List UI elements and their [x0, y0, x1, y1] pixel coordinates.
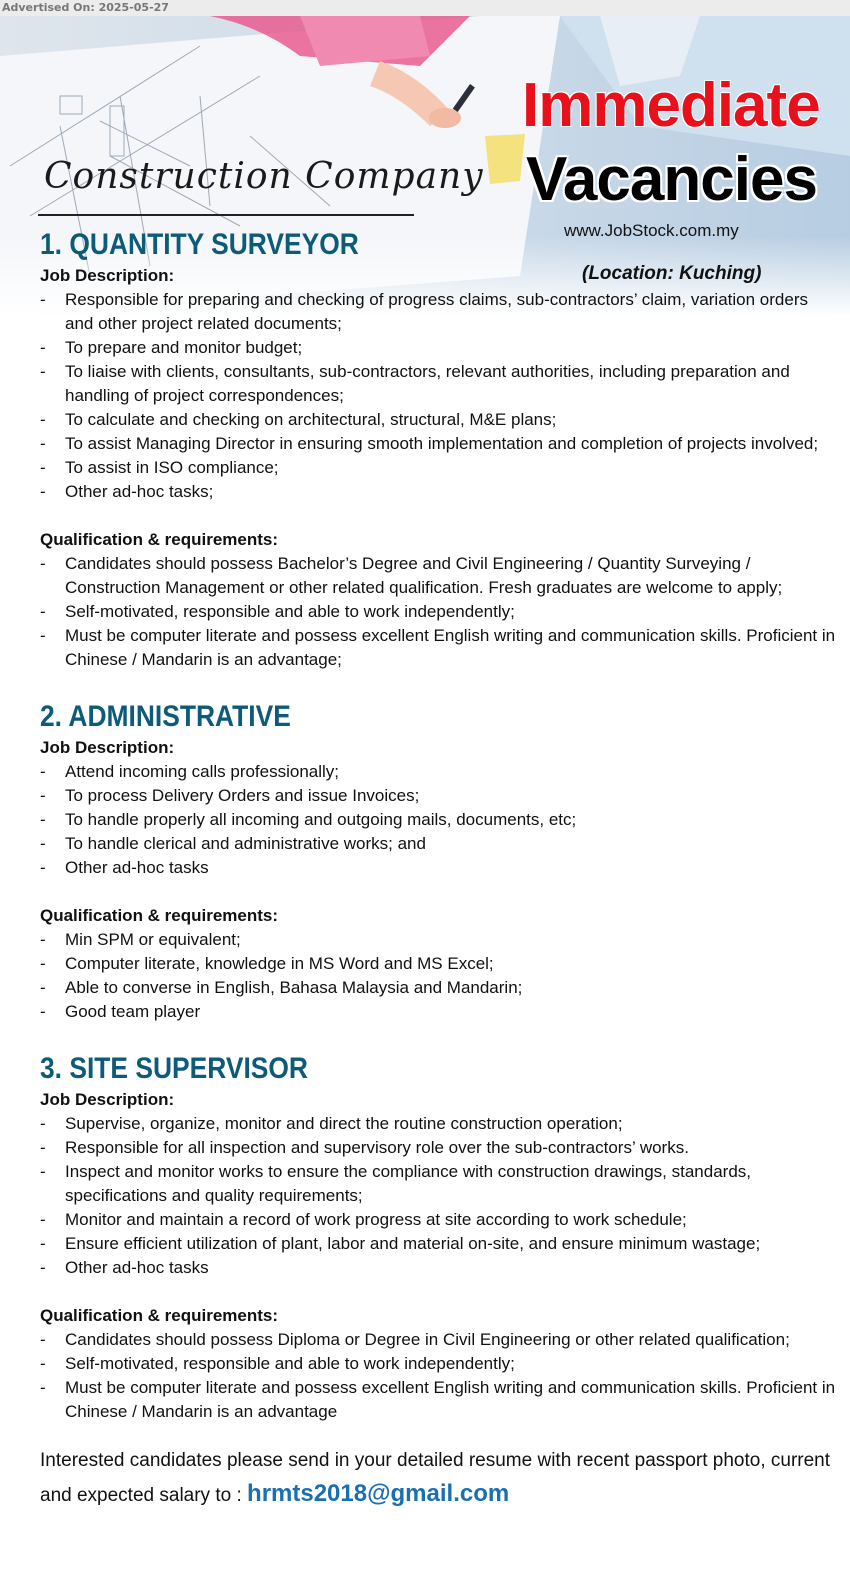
application-instructions: [40, 1444, 840, 1512]
job-site-supervisor: [40, 1050, 840, 1424]
closing-text: Interested candidates please send in your detailed resume with recent passport photo, current and expected salary to :: [40, 1450, 831, 1506]
list-item: - Other ad-hoc tasks: [40, 1256, 840, 1280]
qualification-heading: Qualification & requirements:: [40, 1306, 279, 1325]
company-underline: [38, 214, 414, 216]
list-item: - To liaise with clients, consultants, sub-contractors, relevant authorities, including preparation and handling of project correspondences;: [40, 360, 840, 408]
list-item: - Attend incoming calls professionally;: [40, 760, 840, 784]
list-item: - Candidates should possess Diploma or Degree in Civil Engineering or other related qualification;: [40, 1328, 840, 1352]
list-item: - To prepare and monitor budget;: [40, 336, 840, 360]
job-title: 1. QUANTITY SURVEYOR: [40, 228, 359, 261]
job-quantity-surveyor: [40, 226, 840, 672]
list-item: - Self-motivated, responsible and able to work independently;: [40, 600, 840, 624]
job-description-heading: Job Description:: [40, 266, 175, 285]
list-item: - Responsible for all inspection and supervisory role over the sub-contractors’ works.: [40, 1136, 840, 1160]
job-administrative: [40, 698, 840, 1024]
advertised-date: Advertised On: 2025-05-27: [0, 0, 850, 16]
list-item: - To handle clerical and administrative works; and: [40, 832, 840, 856]
headline-immediate: Immediate: [522, 71, 820, 140]
job-location: (Location: Kuching): [582, 263, 762, 284]
list-item: - Other ad-hoc tasks: [40, 856, 840, 880]
job-description-heading: Job Description:: [40, 738, 175, 757]
job-listings: [40, 226, 840, 1512]
list-item: - To handle properly all incoming and outgoing mails, documents, etc;: [40, 808, 840, 832]
list-item: - To assist Managing Director in ensuring smooth implementation and completion of projects involved;: [40, 432, 840, 456]
list-item: - Supervise, organize, monitor and direct the routine construction operation;: [40, 1112, 840, 1136]
list-item: - To assist in ISO compliance;: [40, 456, 840, 480]
list-item: - Computer literate, knowledge in MS Word and MS Excel;: [40, 952, 840, 976]
job-description-list: [40, 288, 840, 504]
qualification-list: [40, 552, 840, 672]
list-item: - Candidates should possess Bachelor’s Degree and Civil Engineering / Quantity Surveying / Construction Management or other related qualification. Fresh graduates are welcome to apply;: [40, 552, 840, 600]
job-description-list: [40, 760, 840, 880]
list-item: - Self-motivated, responsible and able to work independently;: [40, 1352, 840, 1376]
job-description-heading: Job Description:: [40, 1090, 175, 1109]
job-title: 2. ADMINISTRATIVE: [40, 700, 291, 733]
list-item: - Must be computer literate and possess excellent English writing and communication skills. Proficient in Chinese / Mandarin is an advantage;: [40, 624, 840, 672]
qualification-heading: Qualification & requirements:: [40, 530, 279, 549]
list-item: - Able to converse in English, Bahasa Malaysia and Mandarin;: [40, 976, 840, 1000]
list-item: - To calculate and checking on architectural, structural, M&E plans;: [40, 408, 840, 432]
qualification-heading: Qualification & requirements:: [40, 906, 279, 925]
list-item: - Monitor and maintain a record of work progress at site according to work schedule;: [40, 1208, 840, 1232]
qualification-list: [40, 1328, 840, 1424]
list-item: - Responsible for preparing and checking of progress claims, sub-contractors’ claim, variation orders and other project related documents;: [40, 288, 840, 336]
list-item: - Other ad-hoc tasks;: [40, 480, 840, 504]
list-item: - Min SPM or equivalent;: [40, 928, 840, 952]
headline-vacancies: Vacancies: [526, 145, 817, 214]
list-item: - Inspect and monitor works to ensure the compliance with construction drawings, standards, specifications and quality requirements;: [40, 1160, 840, 1208]
list-item: - To process Delivery Orders and issue Invoices;: [40, 784, 840, 808]
list-item: - Ensure efficient utilization of plant, labor and material on-site, and ensure minimum wastage;: [40, 1232, 840, 1256]
website-link[interactable]: www.JobStock.com.my: [564, 221, 739, 240]
job-description-list: [40, 1112, 840, 1280]
qualification-list: [40, 928, 840, 1024]
list-item: - Must be computer literate and possess excellent English writing and communication skills. Proficient in Chinese / Mandarin is an advantage: [40, 1376, 840, 1424]
contact-email-link[interactable]: hrmts2018@gmail.com: [247, 1480, 510, 1507]
list-item: - Good team player: [40, 1000, 840, 1024]
company-name: Construction Company: [44, 156, 484, 197]
job-title: 3. SITE SUPERVISOR: [40, 1052, 309, 1085]
